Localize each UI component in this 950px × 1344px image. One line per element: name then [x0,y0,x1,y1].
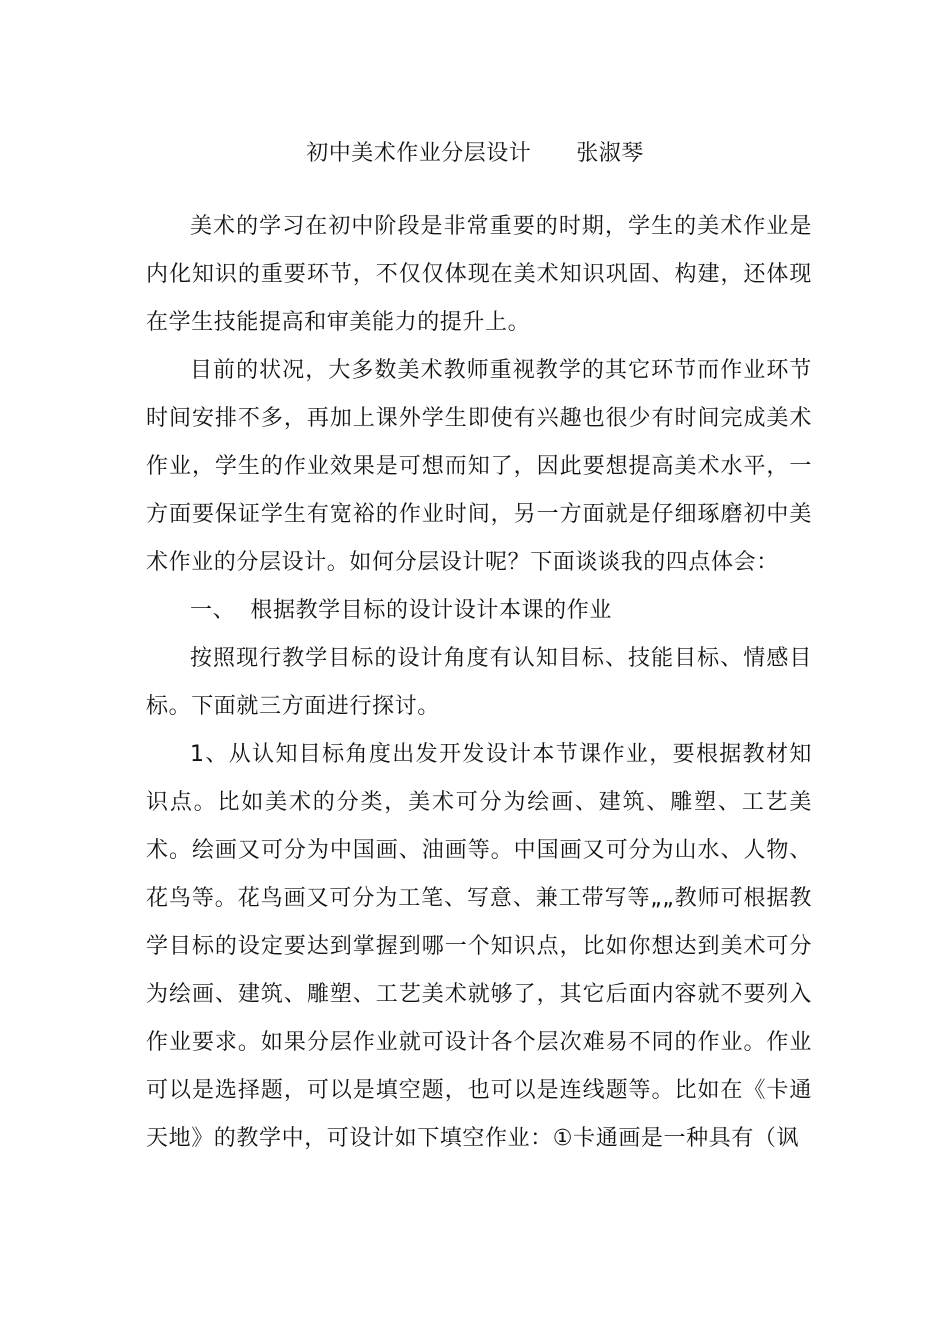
paragraph-teaching-goals: 按照现行教学目标的设计角度有认知目标、技能目标、情感目标。下面就三方面进行探讨。 [146,646,812,719]
paragraph-cognitive-goals: 1、从认知目标角度出发开发设计本节课作业，要根据教材知识点。比如美术的分类，美术可分为绘画、建筑、雕塑、工艺美术。绘画又可分为中国画、油画等。中国画又可分为山水、人物、花鸟等。花鸟画又可分为工笔、写意、兼工带写等„„教师可根据教学目标的设定要达到掌握到哪一个知识点，比如你想达到美术可分为绘画、建筑、雕塑、工艺美术就够了，其它后面内容就不要列入作业要求。如果分层作业就可设计各个层次难易不同的作业。作业可以是选择题，可以是填空题，也可以是连线题等。比如在《卡通天地》的教学中，可设计如下填空作业：①卡通画是一种具有（讽 [146,742,812,1151]
paragraph-intro: 美术的学习在初中阶段是非常重要的时期，学生的美术作业是内化知识的重要环节，不仅仅体现在美术知识巩固、构建，还体现在学生技能提高和审美能力的提升上。 [146,214,812,335]
document-title: 初中美术作业分层设计 张淑琴 [306,141,644,166]
section-heading-1: 一、 根据教学目标的设计设计本课的作业 [190,598,612,623]
paragraph-current-status: 目前的状况，大多数美术教师重视教学的其它环节而作业环节时间安排不多，再加上课外学生即使有兴趣也很少有时间完成美术作业，学生的作业效果是可想而知了，因此要想提高美术水平，一方面要保证学生有宽裕的作业时间，另一方面就是仔细琢磨初中美术作业的分层设计。如何分层设计呢？下面谈谈我的四点体会： [146,358,812,575]
document-body [146,203,812,1163]
